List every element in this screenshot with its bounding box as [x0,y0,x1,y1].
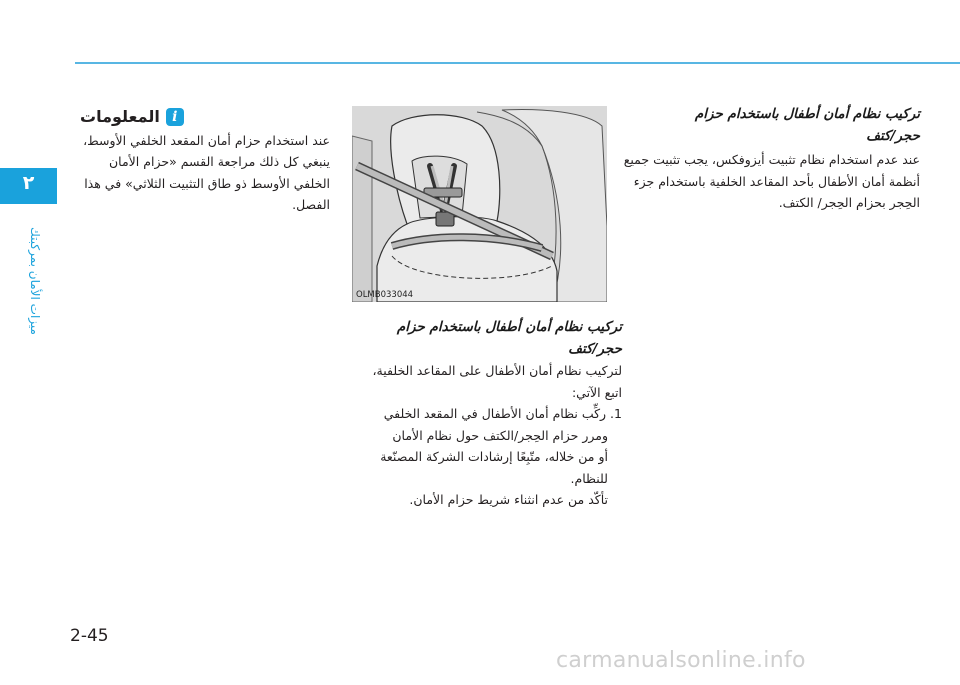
section-middle-heading-1: تركيب نظام أمان أطفال باستخدام حزام [396,319,622,335]
step1-line-3: أو من خلاله، متّبِعًا إرشادات الشركة المصنّعة [380,449,608,464]
intro-line-2: اتبع الآتي: [571,384,622,400]
section-right-heading-1: تركيب نظام أمان أطفال باستخدام حزام [694,106,920,122]
step1-line-4: للنظام. [570,470,608,486]
page-number: 2-45 [70,626,109,646]
info-icon: i [166,108,184,126]
child-seat-illustration [352,106,607,302]
chapter-label: ميزات الأمان بمركبتك [28,227,42,335]
illustration-code: OLMB033044 [356,290,414,300]
section-right-heading-2: حجر/كتف [866,128,920,144]
watermark: carmanualsonline.info [556,648,806,673]
section-left [80,106,330,216]
info-title: المعلومات [80,107,160,126]
section-right [612,103,920,214]
section-right-body: عند عدم استخدام نظام تثبيت أيزوفكس، يجب تثبيت جميع أنظمة أمان الأطفال بأحد المقاعد الخلفية باستخدام جزء الحِجر بحزام الحِجر/ الكتف. [623,152,920,210]
child-seat-drawing [352,106,607,302]
section-middle [368,316,622,511]
section-middle-heading-2: حجر/كتف [568,341,622,357]
intro-line-1: لتركيب نظام أمان الأطفال على المقاعد الخلفية، [372,363,622,378]
chapter-tab [0,168,57,204]
step1-line-5: تأكّد من عدم انثناء شريط حزام الأمان. [409,492,608,507]
chapter-number: ٢ [22,172,35,194]
step1-line-1: 1. ركِّب نظام أمان الأطفال في المقعد الخلفي [383,406,622,421]
info-title-row [80,106,330,128]
info-body: عند استخدام حزام أمان المقعد الخلفي الأوسط، ينبغي كل ذلك مراجعة القسم «حزام الأمان الخلفي الأوسط ذو طاق التثبيت الثلاثي» في هذا الفصل. [83,132,330,212]
top-rule [75,62,960,64]
step1-line-2: ومرر حزام الحِجر/الكتف حول نظام الأمان [392,427,608,443]
